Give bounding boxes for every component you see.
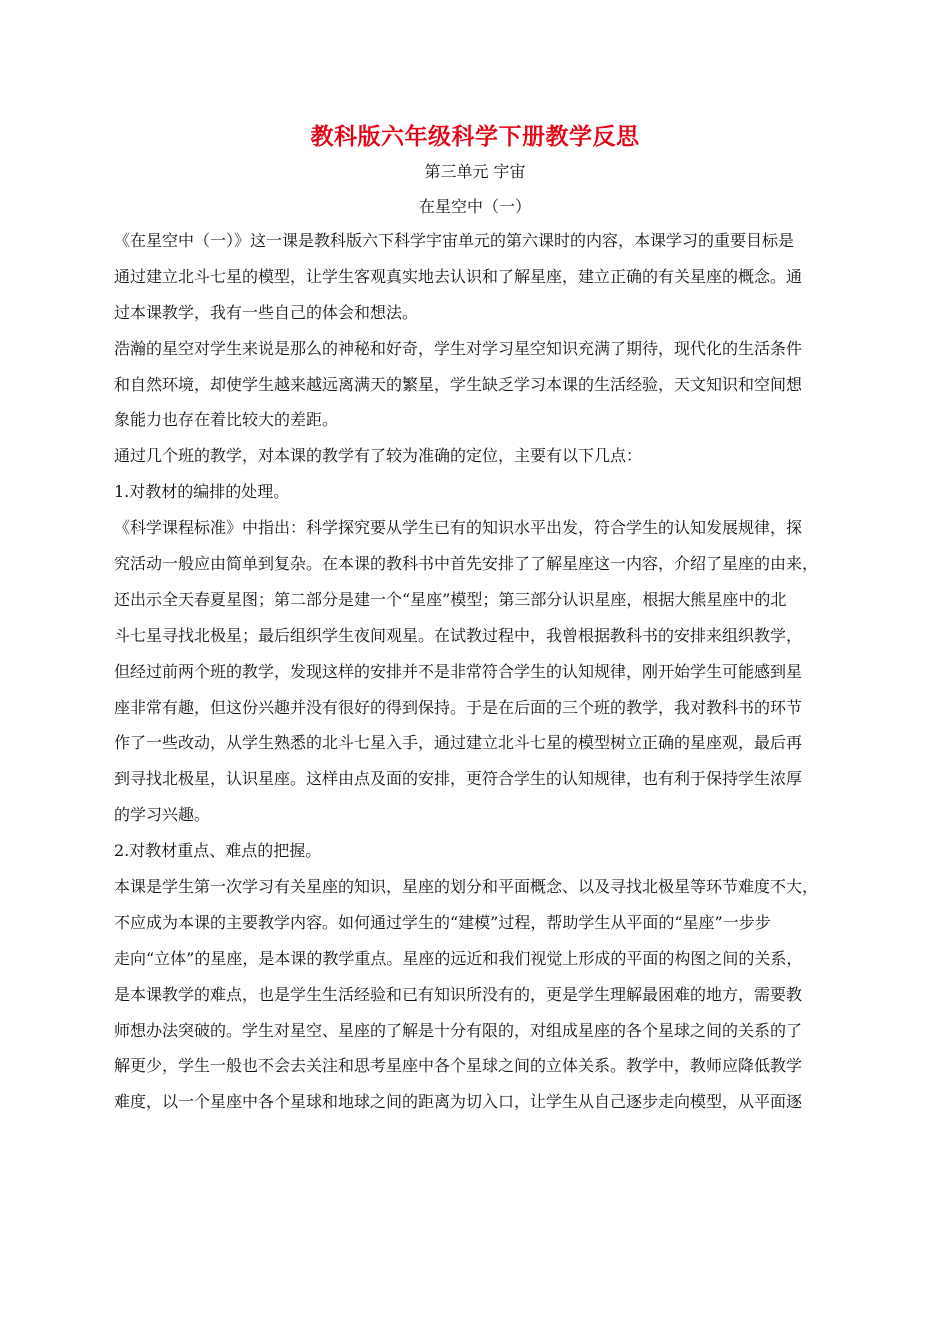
unit-heading: 第三单元 宇宙 [424, 162, 526, 181]
text-line: 师想办法突破的。学生对星空、星座的了解是十分有限的，对组成星座的各个星球之间的关系的了 [114, 1020, 803, 1040]
text-line: 本课是学生第一次学习有关星座的知识，星座的划分和平面概念、以及寻找北极星等环节难度不大， [114, 877, 819, 897]
section-heading: 2.对教材重点、难点的把握。 [114, 841, 322, 861]
text-line: 究活动一般应由简单到复杂。在本课的教科书中首先安排了了解星座这一内容，介绍了星座的由来， [114, 554, 819, 574]
text-line: 但经过前两个班的教学，发现这样的安排并不是非常符合学生的认知规律，刚开始学生可能感到星 [114, 661, 803, 681]
lesson-heading: 在星空中（一） [418, 197, 531, 216]
text-line: 通过几个班的教学，对本课的教学有了较为准确的定位，主要有以下几点： [114, 446, 643, 466]
text-line: 不应成为本课的主要教学内容。如何通过学生的“建模”过程，帮助学生从平面的“星座”一步步 [114, 912, 771, 932]
text-line: 作了一些改动，从学生熟悉的北斗七星入手，通过建立北斗七星的模型树立正确的星座观，最后再 [114, 733, 803, 753]
document-title: 教科版六年级科学下册教学反思 [310, 123, 640, 150]
text-line: 是本课教学的难点，也是学生生活经验和已有知识所没有的，更是学生理解最困难的地方，需要教 [114, 984, 803, 1004]
text-line: 通过建立北斗七星的模型，让学生客观真实地去认识和了解星座，建立正确的有关星座的概念。通 [114, 266, 803, 286]
section-heading: 1.对教材的编排的处理。 [114, 482, 290, 502]
text-line: 走向“立体”的星座，是本课的教学重点。星座的远近和我们视觉上形成的平面的构图之间的关系， [114, 948, 803, 968]
text-line: 到寻找北极星，认识星座。这样由点及面的安排，更符合学生的认知规律，也有利于保持学生浓厚 [114, 769, 803, 789]
text-line: 象能力也存在着比较大的差距。 [114, 410, 339, 430]
text-line: 《在星空中（一）》这一课是教科版六下科学宇宙单元的第六课时的内容，本课学习的重要目标是 [114, 231, 795, 250]
text-line: 还出示全天春夏星图；第二部分是建一个“星座”模型；第三部分认识星座，根据大熊星座中的北 [114, 589, 787, 609]
text-line: 座非常有趣，但这份兴趣并没有很好的得到保持。于是在后面的三个班的教学，我对教科书的环节 [114, 697, 803, 717]
text-line: 解更少，学生一般也不会去关注和思考星座中各个星球之间的立体关系。教学中，教师应降低教学 [114, 1056, 803, 1076]
text-line: 难度，以一个星座中各个星球和地球之间的距离为切入口，让学生从自己逐步走向模型，从平面逐 [114, 1092, 803, 1112]
text-line: 浩瀚的星空对学生来说是那么的神秘和好奇，学生对学习星空知识充满了期待，现代化的生活条件 [114, 338, 803, 358]
text-line: 斗七星寻找北极星；最后组织学生夜间观星。在试教过程中，我曾根据教科书的安排来组织教学， [114, 625, 803, 645]
text-line: 过本课教学，我有一些自己的体会和想法。 [114, 302, 419, 322]
text-line: 《科学课程标准》中指出：科学探究要从学生已有的知识水平出发，符合学生的认知发展规律，探 [114, 518, 803, 538]
text-line: 和自然环境，却使学生越来越远离满天的繁星，学生缺乏学习本课的生活经验，天文知识和空间想 [114, 374, 803, 394]
text-line: 的学习兴趣。 [114, 805, 211, 825]
document-body [114, 223, 836, 1120]
